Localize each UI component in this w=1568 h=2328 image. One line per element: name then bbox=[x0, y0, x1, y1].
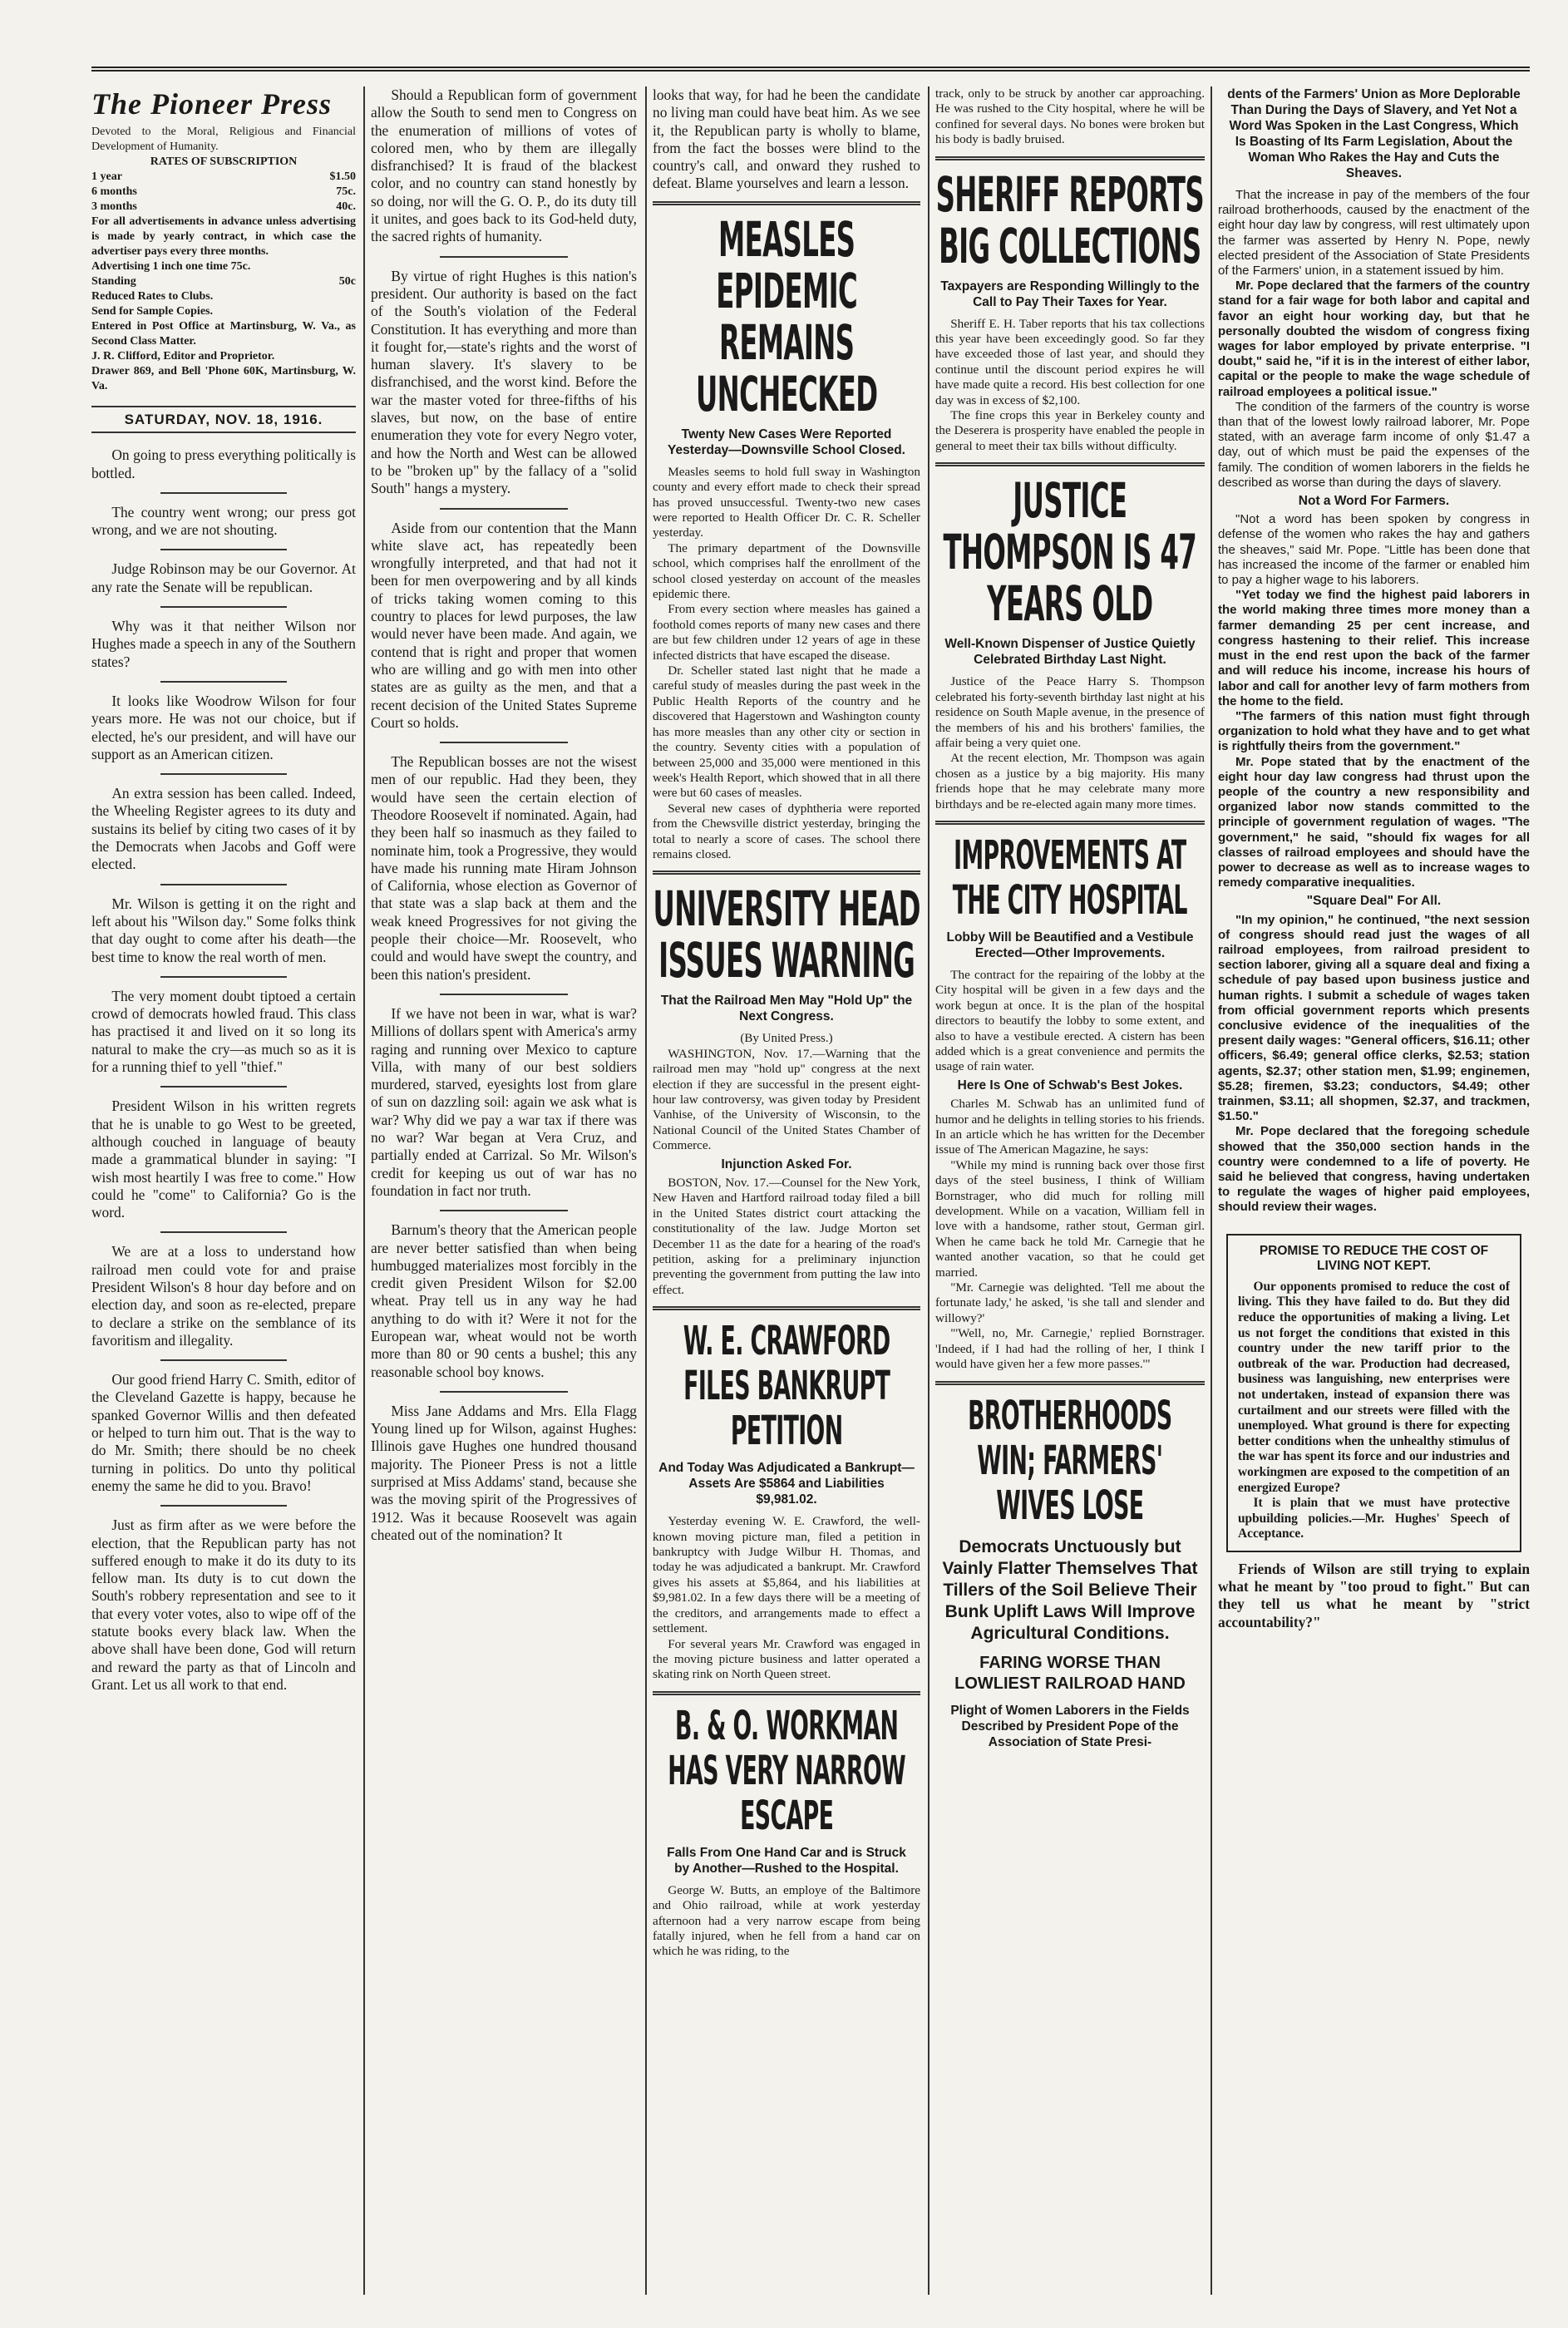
headline: B. & O. WORKMAN HAS VERY NARROW ESCAPE bbox=[668, 1702, 905, 1839]
rates-heading: RATES OF SUBSCRIPTION bbox=[150, 155, 298, 168]
editorial-paragraph: Mr. Wilson is getting it on the right and left about his "Wilson day." Some folks think that day ought to come after his death—the best time to know the real worth of men. bbox=[91, 895, 356, 965]
subhead: That the Railroad Men May "Hold Up" the Next Congress. bbox=[660, 994, 913, 1024]
divider bbox=[440, 508, 568, 510]
story-paragraph: The contract for the repairing of the lobby at the City hospital will be given in a few days and the work begun at once. It is the plan of the hospital directors to beautify the lobby to some extent, and also to have a vestibule erected. A cistern has been added which is a great convenience and permits the usage of rain water. bbox=[935, 967, 1205, 1074]
column-1 bbox=[91, 86, 356, 2295]
rate-row: 1 year $1.50 bbox=[91, 170, 356, 183]
inline-heading: Injunction Asked For. bbox=[721, 1157, 852, 1171]
divider bbox=[935, 821, 1205, 825]
editorial-paragraph: An extra session has been called. Indeed, the Wheeling Register agrees to its duty and sustains its belief by citing two cases of it by the Democrats when Jacobs and Goff were elected. bbox=[91, 785, 356, 873]
headline: W. E. CRAWFORD FILES BANKRUPT PETITION bbox=[683, 1318, 890, 1455]
divider bbox=[160, 1359, 288, 1361]
headline: IMPROVEMENTS AT THE CITY HOSPITAL bbox=[952, 831, 1188, 924]
editorial-paragraph: The very moment doubt tiptoed a certain crowd of democrats howled fraud. This class has practised it and lived on it so long its natural to make the cry—as much so as it is for a running thief to yell "thief." bbox=[91, 987, 356, 1076]
divider bbox=[653, 1691, 920, 1695]
campaign-box bbox=[1226, 1234, 1521, 1552]
subhead: Falls From One Hand Car and is Struck by Another—Rushed to the Hospital. bbox=[667, 1845, 906, 1876]
editorial-paragraph: The Republican bosses are not the wisest men of our republic. Had they been, they would have seen the certain election of Theodore Roosevelt if nominated. Again, had they been half so inasmuch as they failed to nominate him, took a Progressive, they would have made his running mate Hiram Johnson of California, whose election as Governor of that state was a slap back at them and the weak kneed Progressives for not giving the people their choice—Mr. Roosevelt, who could and would have swept the country, and been this nation's president. bbox=[371, 753, 637, 983]
divider bbox=[440, 256, 568, 258]
inline-heading: Here Is One of Schwab's Best Jokes. bbox=[957, 1078, 1183, 1092]
headline: MEASLES EPIDEMIC REMAINS UNCHECKED bbox=[695, 210, 878, 422]
divider bbox=[160, 1231, 288, 1233]
divider bbox=[653, 1306, 920, 1310]
story-paragraph: track, only to be struck by another car approaching. He was rushed to the City hospital, where he will be confined for several days. No bones were broken but his body is badly bruised. bbox=[935, 86, 1205, 147]
divider bbox=[160, 773, 288, 775]
story-paragraph: Mr. Pope declared that the foregoing schedule showed that the 350,000 section hands in the country were condemned to a life of poverty. He said he believed that congress, having undertaken to regulate the wages of higher paid employees, should review their wages. bbox=[1218, 1124, 1530, 1215]
story-paragraph: George W. Butts, an employe of the Baltimore and Ohio railroad, while at work yesterday afternoon had a very narrow escape from being fatally injured, when he fell from a hand car on which he was riding, to the bbox=[653, 1882, 920, 1959]
story-paragraph: BOSTON, Nov. 17.—Counsel for the New York, New Haven and Hartford railroad today filed a bill in the United States district court attacking the constitutionality of the law. Judge Morton set December 11 as the date for a hearing of the road's petition, asking for a preliminary injunction preventing the government from putting the law into effect. bbox=[653, 1176, 920, 1297]
story-paragraph: From every section where measles has gained a foothold comes reports of many new cases and there are but few children under 12 years of age in these infected districts that have escaped the disease. bbox=[653, 602, 920, 663]
editor-line: J. R. Clifford, Editor and Proprietor. bbox=[91, 350, 275, 363]
story-paragraph: That the increase in pay of the members of the four railroad brotherhoods, caused by the enactment of the eight hour day law by congress, will rest ultimately upon the farmer was asserted by Henry N. Pope, newly elected president of the Association of State Presidents of the Farmers' union, in a statement issued by him. bbox=[1218, 188, 1530, 279]
story-paragraph: At the recent election, Mr. Thompson was again chosen as a justice by a big majority. His many friends hope that he may celebrate many more birthdays and be re-elected again many more times. bbox=[935, 751, 1205, 811]
inline-heading: Not a Word For Farmers. bbox=[1298, 494, 1450, 509]
editorial-paragraph: It looks like Woodrow Wilson for four years more. He was not our choice, but if elected, he's our president, and will have our support as an American citizen. bbox=[91, 692, 356, 762]
article-hospital bbox=[935, 833, 1205, 1373]
divider bbox=[653, 201, 920, 205]
column-4 bbox=[935, 86, 1205, 2295]
subhead: Twenty New Cases Were Reported Yesterday—Downsville School Closed. bbox=[668, 427, 905, 457]
editorial-paragraph: By virtue of right Hughes is this nation's president. Our authority is based on the fact of the South's violation of the Federal Constitution. It has everything and more than it fought for,—state's rights and the worst of human slavery. It's slavery to be disfranchised, and the worst kind. Before the war the master voted for three-fifths of his slaves, but now, on the base of entire enumeration they vote for every Negro voter, and how the North and West can be allowed to be "broken up" by the fallacy of a "solid South" hangs a mystery. bbox=[371, 267, 637, 497]
editorial-paragraph: Our good friend Harry C. Smith, editor of the Cleveland Gazette is happy, because he spanked Governor Willis and then defeated or helped to turn him out. That is the way to do Mr. Smith; there should be no cheek turning in politics. Do unto thy political enemy the same he did to you. Bravo! bbox=[91, 1371, 356, 1494]
divider bbox=[160, 884, 288, 885]
subhead: Plight of Women Laborers in the Fields Described by President Pope of the Association of State Presi- bbox=[950, 1703, 1190, 1749]
divider bbox=[160, 1505, 288, 1507]
divider bbox=[440, 1391, 568, 1393]
editorial-paragraph: looks that way, for had he been the candidate no living man could have beat him. As we see it, the Republican party is wholly to blame, from the fact the bosses were blind to the country's call, and onward they rushed to defeat. Blame yourselves and learn a lesson. bbox=[653, 86, 920, 192]
divider bbox=[935, 462, 1205, 466]
editorial-paragraph: Why was it that neither Wilson nor Hughes made a speech in any of the Southern states? bbox=[91, 618, 356, 670]
box-paragraph: It is plain that we must have protective upbuilding policies.—Mr. Hughes' Speech of Acceptance. bbox=[1238, 1496, 1510, 1541]
story-paragraph: "In my opinion," he continued, "the next session of congress should read just the wages of all railroad employees, from railroad president to section laborer, giving all a square deal and fixing a schedule of pay based upon business justice and human rights. I submit a schedule of wages taken from official government reports which presents conclusive evidence of the inequalities of the present daily wages: "General officers, $16.11; other officers, $6.49; general office clerks, $2.53; station agents, $2.37; other station men, $1.99; enginemen, $5.28; firemen, $3.23; conductors, $4.49; other trainmen, $3.11; all shopmen, $2.37, and trackmen, $1.50." bbox=[1218, 912, 1530, 1124]
editorial-paragraph: Aside from our contention that the Mann white slave act, has repeatedly been wrongfully interpreted, and that had not it been for men overpowering and by all kinds of tricks taking women coming to this country to places for lewd purposes, the law would never have been made. And again, we contend that is right and proper that women who are willing and go with men into other states are as guilty as the men, and that a recent decision of the United States Supreme Court so holds. bbox=[371, 519, 637, 731]
editorial-paragraph: On going to press everything politically is bottled. bbox=[91, 446, 356, 481]
story-paragraph: "While my mind is running back over those first days of the steel business, I think of William Bornstrager, who did much for rolling mill development. While on a vacation, William fell in love with a handsome, rather stout, German girl. When he came back he told Mr. Carnegie that he wanted another vacation, so that he could get married. bbox=[935, 1157, 1205, 1280]
editorial-paragraph: The country went wrong; our press got wrong, and we are not shouting. bbox=[91, 503, 356, 539]
column-2 bbox=[371, 86, 637, 2295]
divider bbox=[440, 742, 568, 743]
closing-paragraph: Friends of Wilson are still trying to explain what he meant by "too proud to fight." But can they tell us what he meant by "strict accountability?" bbox=[1218, 1560, 1530, 1630]
story-paragraph: Sheriff E. H. Taber reports that his tax collections this year have been exceedingly good. So far they have exceeded those of last year, and should they continue until the discount period expires he will have made quite a record. His best collection for one day was in excess of $2,100. bbox=[935, 316, 1205, 407]
phone-line: Drawer 869, and Bell 'Phone 60K, Martinsburg, W. Va. bbox=[91, 365, 356, 392]
column-rule bbox=[928, 86, 929, 2295]
story-paragraph: Justice of the Peace Harry S. Thompson celebrated his forty-seventh birthday last night at his residence on South Maple avenue, in the presence of the members of his and his brothers' families, the affair being a very quiet one. bbox=[935, 674, 1205, 750]
rate-row: 6 months 75c. bbox=[91, 185, 356, 198]
article-crawford bbox=[653, 1319, 920, 1682]
column-rule bbox=[363, 86, 365, 2295]
subhead: Well-Known Dispenser of Justice Quietly Celebrated Birthday Last Night. bbox=[944, 637, 1196, 668]
story-paragraph: The condition of the farmers of the country is worse than that of the lowest lowly railroad laborer, Mr. Pope stated, with an average farm income of only $1.47 a day, out of which must be paid the expenses of the family. The condition of women laborers in the fields he described as worse than during the days of slavery. bbox=[1218, 399, 1530, 490]
headline: JUSTICE THOMPSON IS 47 YEARS OLD bbox=[943, 472, 1197, 633]
divider bbox=[440, 1210, 568, 1211]
club-rates: Reduced Rates to Clubs. bbox=[91, 290, 214, 303]
story-paragraph: "Mr. Carnegie was delighted. 'Tell me about the fortunate lady,' he asked, 'is she tall and slender and willowy?' bbox=[935, 1280, 1205, 1325]
headline: UNIVERSITY HEAD ISSUES WARNING bbox=[653, 880, 920, 989]
story-paragraph: The primary department of the Downsville school, which comprises half the enrollment of the school closed yesterday on account of the measles epidemic there. bbox=[653, 540, 920, 602]
story-paragraph: "The farmers of this nation must fight through organization to hold what they have and to get what is rightfully theirs from the government." bbox=[1218, 708, 1530, 754]
entered-notice: Entered in Post Office at Martinsburg, W. Va., as Second Class Matter. bbox=[91, 320, 356, 348]
byline: (By United Press.) bbox=[740, 1032, 833, 1046]
sample-copies: Send for Sample Copies. bbox=[91, 305, 213, 318]
columns bbox=[91, 86, 1530, 2295]
article-sheriff bbox=[935, 165, 1205, 455]
subhead: dents of the Farmers' Union as More Deplorable Than During the Days of Slavery, and Yet Not a Word Was Spoken in the Last Congress, Which Is Boasting of Its Farm Legislation, About the Woman Who Rakes the Hay and Cuts the Sheaves. bbox=[1227, 87, 1521, 180]
editorial-paragraph: Judge Robinson may be our Governor. At any rate the Senate will be republican. bbox=[91, 560, 356, 595]
subhead: Democrats Unctuously but Vainly Flatter Themselves That Tillers of the Soil Believe Their Bunk Uplift Laws Will Improve Agricultural Conditions. bbox=[942, 1536, 1198, 1643]
subhead: FARING WORSE THAN LOWLIEST RAILROAD HAND bbox=[954, 1653, 1186, 1693]
ad-rate: Advertising 1 inch one time 75c. bbox=[91, 260, 251, 273]
editorial-paragraph: If we have not been in war, what is war? Millions of dollars spent with America's army raging and running over Mexico to capture Villa, with many of our best soldiers murdered, starved, eyesights lost from glare of sun on dazzling soil: again we ask what is war? Why did we pay a war tax if there was no war? War began at Vera Cruz, and partially ended at Carrizal. So Mr. Wilson's credit for keeping us out of war has no foundation in fact nor truth. bbox=[371, 1004, 637, 1199]
editorial-paragraph: We are at a loss to understand how railroad men could vote for and praise President Wilson's 8 hour day before and on election day, and soon as re-elected, prepare to declare a strike on the semblance of its favoritism and illegality. bbox=[91, 1243, 356, 1349]
headline: BROTHERHOODS WIN; FARMERS' WIVES LOSE bbox=[968, 1392, 1172, 1529]
story-paragraph: Measles seems to hold full sway in Washington county and every effort made to check their spread has proved unsuccessful. Twenty-two new cases were reported to Health Officer Dr. C. R. Scheller yesterday. bbox=[653, 464, 920, 540]
divider bbox=[160, 681, 288, 683]
editorial-paragraph: Just as firm after as we were before the election, that the Republican party has not suffered enough to make it do its duty to its fellow man. Its duty is to cut down the South's robbery representation and see to it that every voter votes, also to wipe off of the statute books every black law. When the above shall have been done, God will return and reward the party as that of Lincoln and Grant. Let us all work to that end. bbox=[91, 1517, 356, 1693]
subhead: Taxpayers are Responding Willingly to the Call to Pay Their Taxes for Year. bbox=[940, 279, 1200, 309]
masthead-title: The Pioneer Press bbox=[91, 87, 332, 121]
editorial-paragraph: Barnum's theory that the American people are never better satisfied than when being humbugged materializes most forcibly in the credit given President Wilson for $2.00 wheat. Pray tell us in any way he had anything to do with it? Were it not for the European war, wheat would not be worth more than 80 or 90 cents a bushel; this any reasonable school boy knows. bbox=[371, 1221, 637, 1380]
column-rule bbox=[1211, 86, 1212, 2295]
story-paragraph: "Yet today we find the highest paid laborers in the world making three times more money than a farmer demanding 25 per cent increase, and congress hastening to their relief. This increase must in the end rest upon the back of the farmer and will reduce his income, increase his hours of labor and call for another levy of farm mothers from the home to the field. bbox=[1218, 588, 1530, 708]
article-measles bbox=[653, 210, 920, 863]
story-paragraph: For several years Mr. Crawford was engaged in the moving picture business and latter operated a skating rink on North Queen street. bbox=[653, 1636, 920, 1682]
divider bbox=[160, 976, 288, 978]
editorial-paragraph: Miss Jane Addams and Mrs. Ella Flagg Young lined up for Wilson, against Hughes: Illinois gave Hughes one hundred thousand majority. The Pioneer Press is not a little surprised at Miss Addams' stand, because she was the moving spirit of the Progressives of 1912. Was it because Roosevelt was again cheated out of the nomination? It bbox=[371, 1402, 637, 1543]
story-paragraph: Mr. Pope declared that the farmers of the country stand for a fair wage for both labor and capital and favor an eight hour working day, but that he personally doubted the wisdom of congress fixing wages for labor employed by private enterprise. "I doubt," said he, "if it is in the interest of either labor, capital or the people to make the wage schedule of railroad employees a political issue." bbox=[1218, 279, 1530, 399]
rate-row: 3 months 40c. bbox=[91, 200, 356, 213]
story-paragraph: Charles M. Schwab has an unlimited fund of humor and he delights in telling stories to his friends. In an article which he has written for the December issue of The American Magazine, he says: bbox=[935, 1097, 1205, 1157]
subhead: And Today Was Adjudicated a Bankrupt—Assets Are $5864 and Liabilities $9,981.02. bbox=[658, 1461, 915, 1507]
story-paragraph: Dr. Scheller stated last night that he made a careful study of measles during the past week in the Public Health Reports of the country and he discovered that Hagerstown and Washington county has more measles than any other city or section in the country. Seventy cities with a population of between 25,000 and 35,000 were mentioned in this week's Health Report, which showed that in all there were but 60 cases of measles. bbox=[653, 663, 920, 801]
inline-heading: "Square Deal" For All. bbox=[1306, 894, 1442, 909]
divider bbox=[440, 994, 568, 995]
advertising-terms: For all advertisements in advance unless advertising is made by yearly contract, in which case the advertiser pays every three months. bbox=[91, 215, 356, 258]
story-paragraph: Yesterday evening W. E. Crawford, the well-known moving picture man, filed a petition in bankruptcy with Judge Wilbur H. Thomas, and today he was adjudicated a bankrupt. Mr. Crawford gives his assets at $5,864, and his liabilities at $9,981.02. In a few days there will be a meeting of the creditors, and arrangements made to effect a settlement. bbox=[653, 1514, 920, 1636]
newspaper-page bbox=[91, 67, 1530, 2295]
column-5 bbox=[1218, 86, 1530, 2295]
article-brotherhoods bbox=[935, 1393, 1205, 1750]
divider bbox=[935, 1381, 1205, 1385]
story-paragraph: WASHINGTON, Nov. 17.—Warning that the railroad men may "hold up" congress at the next election if they are successful in the present eight-hour law controversy, was given today by President Vanhise, of the University of Wisconsin, to the National Council of the United States Chamber of Commerce. bbox=[653, 1046, 920, 1153]
divider bbox=[935, 156, 1205, 160]
headline: SHERIFF REPORTS BIG COLLECTIONS bbox=[935, 165, 1205, 274]
issue-date: SATURDAY, NOV. 18, 1916. bbox=[91, 406, 356, 433]
editorial-paragraph: Should a Republican form of government allow the South to send men to Congress on the enumeration of millions of votes of colored men, who by them are illegally disfranchised? It is fraud of the blackest color, and no country can stand honestly by so doing, nor will the G. O. P., do its duty till it unites, and goes back to its God-held duty, the sacred rights of humanity. bbox=[371, 86, 637, 245]
divider bbox=[160, 1086, 288, 1088]
story-paragraph: The fine crops this year in Berkeley county and the Deserera is prosperity have enabled the people in general to meet their tax bills without difficulty. bbox=[935, 408, 1205, 453]
story-paragraph: Several new cases of dyphtheria were reported from the Chewsville district yesterday, bringing the total to nearly a score of cases. The school there remains closed. bbox=[653, 801, 920, 861]
column-rule bbox=[645, 86, 647, 2295]
article-workman bbox=[653, 1704, 920, 1960]
subhead: Lobby Will be Beautified and a Vestibule Erected—Other Improvements. bbox=[946, 930, 1194, 960]
article-justice bbox=[935, 472, 1205, 812]
divider bbox=[653, 871, 920, 875]
standing-rate: Standing 50c bbox=[91, 275, 356, 288]
masthead-motto: Devoted to the Moral, Religious and Financial Development of Humanity. bbox=[91, 126, 356, 153]
divider bbox=[160, 492, 288, 494]
article-university bbox=[653, 880, 920, 1298]
editorial-paragraph: President Wilson in his written regrets that he is unable to go West to be greeted, although couched in language of beauty made a grammatical blunder in saying: "I wish most heartily I was free to come." How could he "come" to California? Go is the word. bbox=[91, 1097, 356, 1221]
box-heading: PROMISE TO REDUCE THE COST OF LIVING NOT KEPT. bbox=[1259, 1243, 1489, 1274]
column-3 bbox=[653, 86, 920, 2295]
story-paragraph: "'Well, no, Mr. Carnegie,' replied Bornstrager. 'Indeed, if I had had the rolling of her, I think I would have given her a few more passes.'" bbox=[935, 1326, 1205, 1372]
divider bbox=[160, 606, 288, 608]
box-paragraph: Our opponents promised to reduce the cost of living. This they have failed to do. But they did reduce the opportunities of making a living. Let us not forget the conditions that existed in this country under the new tariff prior to the outbreak of the war. Production had decreased, business was languishing, new enterprises were not undertaken, instead of expansion there was curtailment and our streets were filled with the unemployed. What ground is there for expecting better conditions when the unhealthy stimulus of the war has spent its force and our industries and workingmen are exposed to the competition of an energized Europe? bbox=[1238, 1279, 1510, 1495]
story-paragraph: Mr. Pope stated that by the enactment of the eight hour day law congress had thrust upon the people of the country a new responsibility and organized labor now stands committed to the principle of government regulation of wages. "The government," he said, "should fix wages for all classes of railroad employees and should have the power to decrease as well as to increase wages to remedy comparative inequalities. bbox=[1218, 754, 1530, 890]
story-paragraph: "Not a word has been spoken by congress in defense of the women who rakes the hay and gathers the sheaves," said Mr. Pope. "Little has been done that has increased the income of the farmer or enabled him to pay a higher wage to his laborers. bbox=[1218, 512, 1530, 588]
divider bbox=[160, 549, 288, 550]
